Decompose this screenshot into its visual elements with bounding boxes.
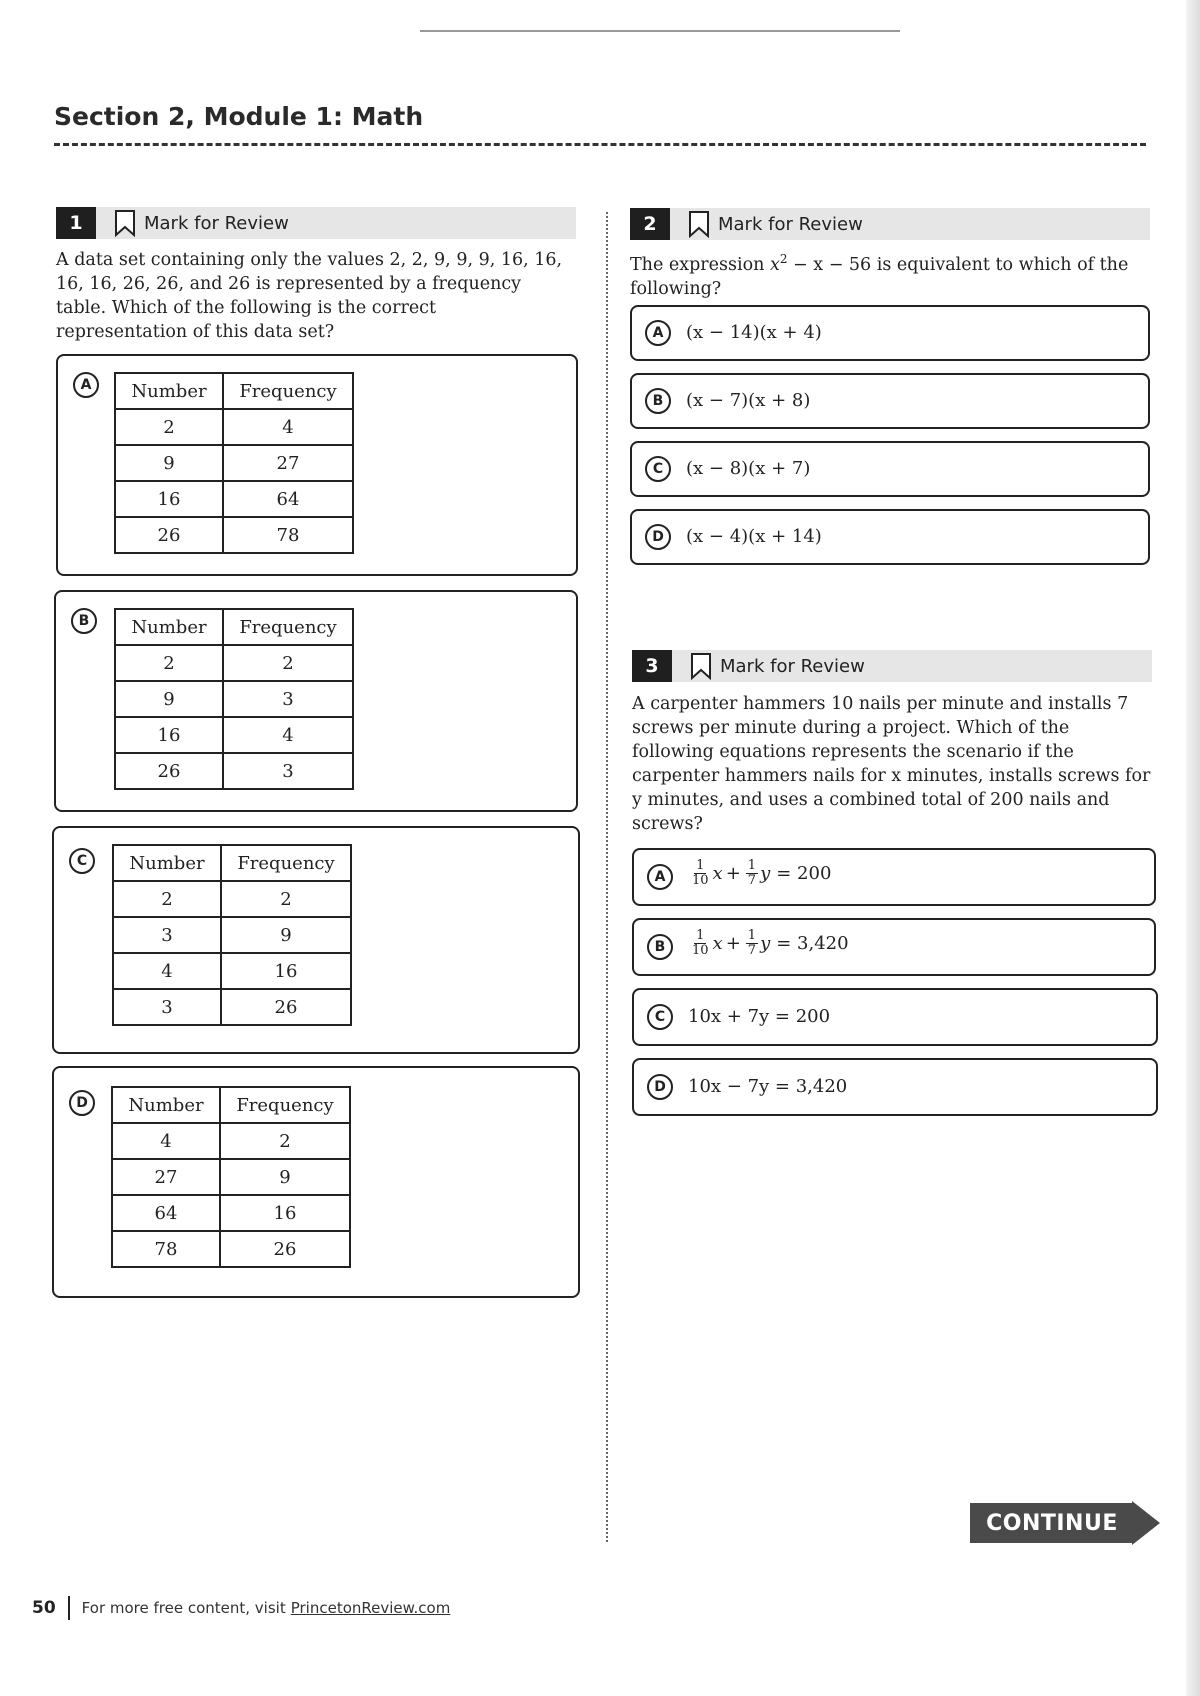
choice-letter-b: B xyxy=(71,608,97,634)
variable: y xyxy=(760,863,771,884)
page-footer xyxy=(32,1596,450,1620)
choice-letter-b: B xyxy=(645,388,671,414)
table-cell: 9 xyxy=(115,445,223,481)
right-hand-side: = 200 xyxy=(776,863,832,884)
table-cell: 9 xyxy=(221,917,351,953)
table-header-frequency: Frequency xyxy=(223,609,353,645)
scan-edge-right xyxy=(1186,0,1200,1696)
answer-choice-c[interactable] xyxy=(52,826,580,1054)
answer-choice-a[interactable] xyxy=(630,305,1150,361)
mark-for-review-button[interactable]: Mark for Review xyxy=(720,655,865,677)
answer-choice-b[interactable] xyxy=(632,918,1156,976)
denominator: 7 xyxy=(747,873,757,888)
choice-letter-d: D xyxy=(645,524,671,550)
question-2-text xyxy=(630,247,1150,301)
table-cell: 26 xyxy=(115,517,223,553)
table-cell: 16 xyxy=(115,481,223,517)
answer-choice-b[interactable] xyxy=(630,373,1150,429)
footer-text: For more free content, visit xyxy=(81,1599,286,1617)
table-header-frequency: Frequency xyxy=(223,373,353,409)
header-divider xyxy=(54,143,1146,146)
table-cell: 64 xyxy=(112,1195,220,1231)
numerator: 1 xyxy=(696,928,705,943)
answer-choice-d[interactable] xyxy=(630,509,1150,565)
question-2-header xyxy=(630,208,1150,240)
footer-separator xyxy=(68,1596,70,1620)
table-cell: 9 xyxy=(220,1159,350,1195)
denominator: 10 xyxy=(692,873,709,888)
right-hand-side: = 3,420 xyxy=(776,933,849,954)
table-header-number: Number xyxy=(112,1087,220,1123)
mark-for-review-button[interactable]: Mark for Review xyxy=(718,213,863,235)
fraction xyxy=(690,929,711,958)
table-cell: 3 xyxy=(223,753,353,789)
answer-choice-c[interactable] xyxy=(632,988,1158,1046)
variable: x xyxy=(712,863,723,884)
table-cell: 4 xyxy=(113,953,221,989)
choice-letter-a: A xyxy=(73,372,99,398)
choice-letter-b: B xyxy=(647,934,673,960)
continue-label: CONTINUE xyxy=(986,1510,1118,1536)
table-cell: 2 xyxy=(115,409,223,445)
variable: y xyxy=(760,933,771,954)
page-title: Section 2, Module 1: Math xyxy=(54,102,424,131)
choice-letter-a: A xyxy=(647,864,673,890)
denominator: 10 xyxy=(692,943,709,958)
table-cell: 26 xyxy=(115,753,223,789)
table-cell: 78 xyxy=(112,1231,220,1267)
answer-choice-b[interactable] xyxy=(54,590,578,812)
choice-text: 10x − 7y = 3,420 xyxy=(688,1076,848,1097)
answer-choice-c[interactable] xyxy=(630,441,1150,497)
table-cell: 4 xyxy=(223,409,353,445)
bookmark-icon[interactable] xyxy=(114,209,136,237)
frequency-table xyxy=(114,372,354,554)
page-number: 50 xyxy=(32,1598,56,1618)
table-cell: 2 xyxy=(113,881,221,917)
table-cell: 9 xyxy=(115,681,223,717)
table-cell: 16 xyxy=(115,717,223,753)
numerator: 1 xyxy=(747,928,757,943)
fraction xyxy=(690,859,711,888)
table-cell: 3 xyxy=(113,917,221,953)
table-cell: 78 xyxy=(223,517,353,553)
choice-text: (x − 7)(x + 8) xyxy=(686,390,811,411)
choice-equation xyxy=(688,859,831,888)
table-cell: 3 xyxy=(223,681,353,717)
table-header-number: Number xyxy=(115,373,223,409)
table-cell: 64 xyxy=(223,481,353,517)
choice-text: (x − 14)(x + 4) xyxy=(686,322,822,343)
choice-text: (x − 8)(x + 7) xyxy=(686,458,811,479)
choice-letter-a: A xyxy=(645,320,671,346)
table-cell: 26 xyxy=(220,1231,350,1267)
question-1-text: A data set containing only the values 2, 2, 9, 9, 9, 16, 16, 16, 16, 26, 26, and 26 is represented by a frequency table. Which of the following is the correct representation of this data set? xyxy=(56,250,563,342)
table-cell: 27 xyxy=(112,1159,220,1195)
table-header-number: Number xyxy=(115,609,223,645)
table-cell: 27 xyxy=(223,445,353,481)
scan-edge-top xyxy=(420,30,900,32)
choice-letter-c: C xyxy=(645,456,671,482)
frequency-table xyxy=(114,608,354,790)
fraction xyxy=(746,929,758,958)
table-header-number: Number xyxy=(113,845,221,881)
question-1-header xyxy=(56,207,576,239)
question-3-text: A carpenter hammers 10 nails per minute and installs 7 screws per minute during a project. Which of the following equations represents the scenario if the carpenter hammers nails for x minutes, installs screws for y minutes, and uses a combined total of 200 nails and screws? xyxy=(632,694,1151,834)
table-cell: 2 xyxy=(223,645,353,681)
continue-button[interactable] xyxy=(970,1501,1160,1545)
table-cell: 26 xyxy=(221,989,351,1025)
frequency-table xyxy=(112,844,352,1026)
answer-choice-d[interactable] xyxy=(52,1066,580,1298)
denominator: 7 xyxy=(747,943,757,958)
frequency-table xyxy=(111,1086,351,1268)
table-cell: 2 xyxy=(220,1123,350,1159)
fraction xyxy=(746,859,758,888)
table-header-frequency: Frequency xyxy=(221,845,351,881)
bookmark-icon[interactable] xyxy=(690,652,712,680)
answer-choice-a[interactable] xyxy=(632,848,1156,906)
numerator: 1 xyxy=(696,858,705,873)
choice-text: 10x + 7y = 200 xyxy=(688,1006,831,1027)
question-number: 3 xyxy=(632,650,672,682)
choice-letter-d: D xyxy=(69,1090,95,1116)
footer-link[interactable]: PrincetonReview.com xyxy=(290,1599,451,1617)
answer-choice-d[interactable] xyxy=(632,1058,1158,1116)
table-cell: 4 xyxy=(112,1123,220,1159)
numerator: 1 xyxy=(747,858,757,873)
table-cell: 2 xyxy=(221,881,351,917)
table-cell: 2 xyxy=(115,645,223,681)
table-cell: 3 xyxy=(113,989,221,1025)
choice-equation xyxy=(688,929,849,958)
question-number: 2 xyxy=(630,208,670,240)
table-cell: 4 xyxy=(223,717,353,753)
expression-variable: x xyxy=(769,254,780,275)
question-3-header xyxy=(632,650,1152,682)
choice-letter-c: C xyxy=(69,848,95,874)
variable: x xyxy=(712,933,723,954)
operator: + xyxy=(725,933,741,954)
expression-exponent: 2 xyxy=(779,252,788,266)
choice-letter-d: D xyxy=(647,1074,673,1100)
choice-letter-c: C xyxy=(647,1004,673,1030)
bookmark-icon[interactable] xyxy=(688,210,710,238)
question-number: 1 xyxy=(56,207,96,239)
question-2-text-start: The expression xyxy=(630,254,770,275)
table-header-frequency: Frequency xyxy=(220,1087,350,1123)
table-cell: 16 xyxy=(220,1195,350,1231)
question-2-text-end: − x − 56 is equivalent to which of the following? xyxy=(630,254,1129,299)
table-cell: 16 xyxy=(221,953,351,989)
choice-text: (x − 4)(x + 14) xyxy=(686,526,822,547)
operator: + xyxy=(725,863,741,884)
answer-choice-a[interactable] xyxy=(56,354,578,576)
column-divider xyxy=(606,212,608,1542)
mark-for-review-button[interactable]: Mark for Review xyxy=(144,212,289,234)
